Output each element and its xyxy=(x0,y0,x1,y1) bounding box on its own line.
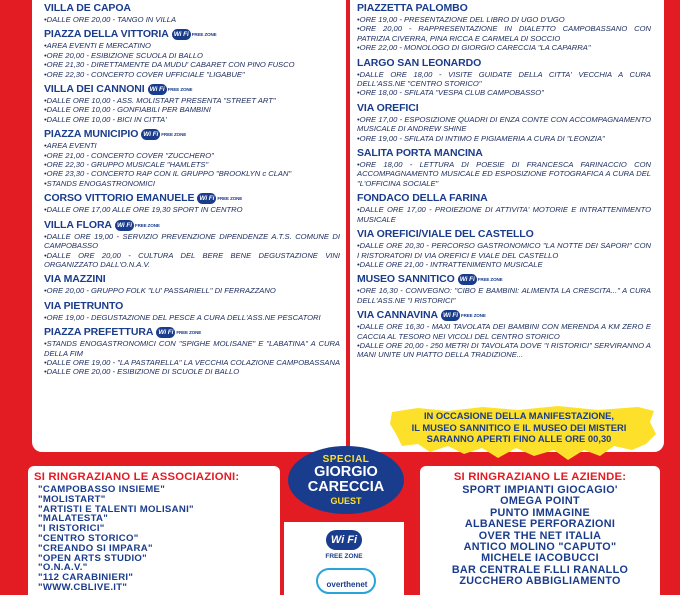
event-line: •DALLE ORE 18,00 - VISITE GUIDATE DELLA CITTA' VECCHIA A CURA DELL'ASS.NE "CENTRO STORICO" xyxy=(357,69,651,89)
venue-block xyxy=(44,300,340,322)
notice-line-2: IL MUSEO SANNITICO E IL MUSEO DEI MISTERI xyxy=(411,421,627,433)
event-line: •STANDS ENOGASTRONOMICI xyxy=(44,178,155,188)
venue-block xyxy=(44,28,340,79)
wifi-free-zone-icon: Wi Fi FREE ZONE xyxy=(197,192,242,205)
venue-block xyxy=(357,309,651,360)
wifi-icon: Wi Fi xyxy=(326,530,362,550)
venue-block xyxy=(357,228,651,269)
guest-name: GIORGIO CARECCIA xyxy=(307,464,385,495)
association-item: "112 CARABINIERI" xyxy=(38,572,134,584)
guest-label: GUEST xyxy=(330,496,362,506)
event-line: •ORE 16,30 - CONVEGNO: "CIBO E BAMBINI: ALIMENTA LA CRESCITA..." A CURA DELL'ASS.NE "I RISTORICI" xyxy=(357,286,651,305)
notice-line-3: SARANNO APERTI FINO ALLE ORE 00,30 xyxy=(426,433,612,444)
event-line: •ORE 19,00 - SFILATA DI INTIMO E PIGIAMERIA A CURA DI "LEONZIA" xyxy=(357,133,605,143)
venue-title: PIAZZA MUNICIPIO Wi Fi FREE ZONE xyxy=(44,128,187,141)
notice-line-1: IN OCCASIONE DELLA MANIFESTAZIONE, xyxy=(423,410,615,421)
wifi-free-zone-icon: Wi Fi FREE ZONE xyxy=(441,309,486,322)
venue-block xyxy=(44,326,340,377)
association-item: "O.N.A.V." xyxy=(38,562,88,574)
museum-opening-notice xyxy=(388,406,660,462)
event-line: •DALLE ORE 21,00 - INTRATTENIMENTO MUSICALE xyxy=(357,259,543,269)
event-line: •DALLE ORE 10,00 - BICI IN CITTA' xyxy=(44,114,167,124)
venue-block xyxy=(357,192,651,224)
companies-title: SI RINGRAZIANO LE AZIENDE: xyxy=(453,471,627,483)
venue-block xyxy=(357,57,651,98)
venue-title: VIA OREFICI/VIALE DEL CASTELLO xyxy=(357,228,534,241)
event-line: •ORE 22,30 - GRUPPO MUSICALE "HAMLETS" xyxy=(44,160,209,170)
wifi-free-zone-icon: Wi Fi FREE ZONE xyxy=(115,219,160,232)
event-line: •ORE 17,00 - ESPOSIZIONE QUADRI DI ENZA CONTE CON ACCOMPAGNAMENTO MUSICALE DI ANDREW SHINE xyxy=(357,114,651,134)
associations-title: SI RINGRAZIANO LE ASSOCIAZIONI: xyxy=(34,471,240,483)
event-line: •DALLE ORE 17,00 ALLE ORE 19,30 SPORT IN CENTRO xyxy=(44,205,243,215)
event-line: •DALLE ORE 17,00 - PROIEZIONE DI ATTIVITA' MOTORIE E INTRATTENIMENTO MUSICALE xyxy=(357,205,651,224)
event-line: •AREA EVENTI E MERCATINO xyxy=(44,41,151,51)
event-line: •ORE 21,30 - DIRETTAMENTE DA MUDU' CABARET CON PINO FUSCO xyxy=(44,60,295,70)
association-item: "ARTISTI E TALENTI MOLISANI" xyxy=(38,503,194,515)
event-line: •ORE 23,30 - CONCERTO RAP CON IL GRUPPO "BROOKLYN c CLAN" xyxy=(44,169,292,179)
venue-title: VIA MAZZINI xyxy=(44,273,106,286)
venue-title: VILLA FLORA Wi Fi FREE ZONE xyxy=(44,218,160,231)
associations-list xyxy=(28,485,280,593)
company-item: OMEGA POINT xyxy=(500,495,580,508)
venue-title: FONDACO DELLA FARINA xyxy=(357,192,488,205)
venue-title: PIAZZA DELLA VITTORIA Wi Fi FREE ZONE xyxy=(44,28,217,41)
event-line: •ORE 18,00 - LETTURA DI POESIE DI FRANCESCA FARINACCIO CON ACCOMPAGNAMENTO MUSICALE ED ESPOSIZIONE FOTOGRAFICA A CURA DEL "L'OFFICINA SOCIALE" xyxy=(357,160,651,188)
association-item: "MALATESTA" xyxy=(38,513,109,525)
venue-title: VIA PIETRUNTO xyxy=(44,299,124,312)
company-item: PUNTO IMMAGINE xyxy=(490,506,590,519)
association-item: "I RISTORICI" xyxy=(38,523,105,535)
event-line: •DALLE ORE 20,00 - TANGO IN VILLA xyxy=(44,15,177,24)
wifi-free-zone-icon: Wi Fi FREE ZONE xyxy=(156,326,201,339)
event-line: •ORE 20,00 - ESIBIZIONE SCUOLA DI BALLO xyxy=(44,50,203,60)
special-guest-badge xyxy=(288,446,404,514)
venue-block xyxy=(44,192,340,214)
company-item: ZUCCHERO ABBIGLIAMENTO xyxy=(459,575,621,588)
company-item: BAR CENTRALE F.LLI RANALLO xyxy=(451,563,629,576)
company-item: SPORT IMPIANTI GIOCAGIO' xyxy=(462,484,618,496)
venue-block xyxy=(357,102,651,143)
association-item: "CREANDO SI IMPARA" xyxy=(38,542,153,554)
event-line: •DALLE ORE 20,00 - CULTURA DEL BERE BENE DEGUSTAZIONE VINI ORGANIZZATO DALL'O.N.A.V. xyxy=(44,250,340,269)
event-line: •DALLE ORE 20,30 - PERCORSO GASTRONOMICO "LA NOTTE DEI SAPORI" CON I RISTORATORI DI VIA OREFICI E VIALE DEL CASTELLO xyxy=(357,241,651,260)
venue-title: VIA OREFICI xyxy=(357,101,419,114)
event-line: •DALLE ORE 19,00 - SERVIZIO PREVENZIONE DIPENDENZE A.T.S. COMUNE DI CAMPOBASSO xyxy=(44,231,340,251)
event-line: •DALLE ORE 20,00 - ESIBIZIONE DI SCUOLE DI BALLO xyxy=(44,367,240,377)
venue-title: CORSO VITTORIO EMANUELE Wi Fi FREE ZONE xyxy=(44,192,243,205)
venue-title: MUSEO SANNITICO Wi Fi FREE ZONE xyxy=(357,273,503,286)
overthenet-logo-label: overthenet xyxy=(326,580,368,589)
event-line: •DALLE ORE 10,00 - GONFIABILI PER BAMBINI xyxy=(44,105,211,115)
venue-block xyxy=(357,147,651,188)
event-line: •ORE 19,00 - PRESENTAZIONE DEL LIBRO DI UGO D'UGO xyxy=(357,15,565,24)
venue-block xyxy=(44,273,340,295)
venue-title: LARGO SAN LEONARDO xyxy=(357,56,482,69)
event-line: •DALLE ORE 10,00 - ASS. MOLISTART PRESENTA "STREET ART" xyxy=(44,96,276,106)
event-line: •DALLE ORE 20,00 - 250 METRI DI TAVOLATA DOVE "I RISTORICI" SERVIRANNO A MANI UNITE UN PIATTO DELLA TRADIZIONE... xyxy=(357,340,651,360)
association-item: "CENTRO STORICO" xyxy=(38,532,139,544)
event-line: •ORE 19,00 - DEGUSTAZIONE DEL PESCE A CURA DELL'ASS.NE PESCATORI xyxy=(44,312,321,322)
company-item: OVER THE NET ITALIA xyxy=(478,529,602,542)
event-line: •ORE 21,00 - CONCERTO COVER "ZUCCHERO" xyxy=(44,150,214,160)
venue-title: PIAZZA PREFETTURA Wi Fi FREE ZONE xyxy=(44,326,202,339)
event-line: •AREA EVENTI xyxy=(44,141,97,151)
wifi-free-zone-icon: Wi Fi FREE ZONE xyxy=(141,128,186,141)
sponsor-logos xyxy=(284,522,404,595)
association-item: "WWW.CBLIVE.IT" xyxy=(38,581,128,593)
venue-block xyxy=(357,2,651,53)
event-line: •ORE 22,00 - MONOLOGO DI GIORGIO CARECCIA "LA CAPARRA" xyxy=(357,43,591,53)
venue-block xyxy=(357,273,651,305)
company-item: ANTICO MOLINO "CAPUTO" xyxy=(463,541,617,554)
venue-title: VILLA DE CAPOA xyxy=(44,2,131,14)
venue-block xyxy=(44,219,340,270)
event-line: •DALLE ORE 19,00 - "LA PASTARELLA" LA VECCHIA COLAZIONE CAMPOBASSANA xyxy=(44,357,341,367)
companies-thanks-box xyxy=(420,466,660,595)
event-line: •STANDS ENOGASTRONOMICI CON "SPIGHE MOLISANE" E "LABATINA" A CURA DELLA FIM xyxy=(44,339,340,358)
special-label: SPECIAL xyxy=(322,454,370,465)
wifi-free-zone-icon: Wi Fi FREE ZONE xyxy=(458,273,503,286)
association-item: "OPEN ARTS STUDIO" xyxy=(38,552,148,564)
venue-title: VIA CANNAVINA Wi Fi FREE ZONE xyxy=(357,309,486,322)
venue-block xyxy=(44,128,340,188)
event-line: •ORE 22,30 - CONCERTO COVER UFFICIALE "LIGABUE" xyxy=(44,69,245,79)
venue-title: SALITA PORTA MANCINA xyxy=(357,147,483,160)
association-item: "CAMPOBASSO INSIEME" xyxy=(38,484,166,495)
left-venue-list xyxy=(44,2,340,381)
association-item: "MOLISTART" xyxy=(38,493,106,505)
venue-title: PIAZZETTA PALOMBO xyxy=(357,2,468,14)
wifi-free-zone-icon: Wi Fi FREE ZONE xyxy=(172,28,217,41)
associations-thanks-box xyxy=(28,466,280,595)
venue-block xyxy=(44,83,340,124)
wifi-free-zone-icon: Wi Fi FREE ZONE xyxy=(148,83,193,96)
company-item: ALBANESE PERFORAZIONI xyxy=(464,518,616,531)
right-venue-list xyxy=(357,2,651,364)
venue-title: VILLA DEI CANNONI Wi Fi FREE ZONE xyxy=(44,83,193,96)
venue-block xyxy=(44,2,340,24)
event-line: •ORE 20,00 - RAPPRESENTAZIONE IN DIALETTO CAMPOBASSANO CON PATRIZIA CIVERRA, PINA RICCA E CARMELA DI SOCCIO xyxy=(357,24,651,43)
company-item: MICHELE IACOBUCCI xyxy=(481,552,599,565)
event-line: •ORE 18,00 - SFILATA "VESPA CLUB CAMPOBASSO" xyxy=(357,88,544,98)
event-line: •ORE 20,00 - GRUPPO FOLK "LU' PASSARIELL" DI FERRAZZANO xyxy=(44,286,276,296)
event-line: •DALLE ORE 16,30 - MAXI TAVOLATA DEI BAMBINI CON MERENDA A KM ZERO E CACCIA AL TESORO NEI VICOLI DEL CENTRO STORICO xyxy=(357,322,651,341)
wifi-free-zone-label: FREE ZONE xyxy=(325,553,363,560)
companies-list xyxy=(420,485,660,588)
